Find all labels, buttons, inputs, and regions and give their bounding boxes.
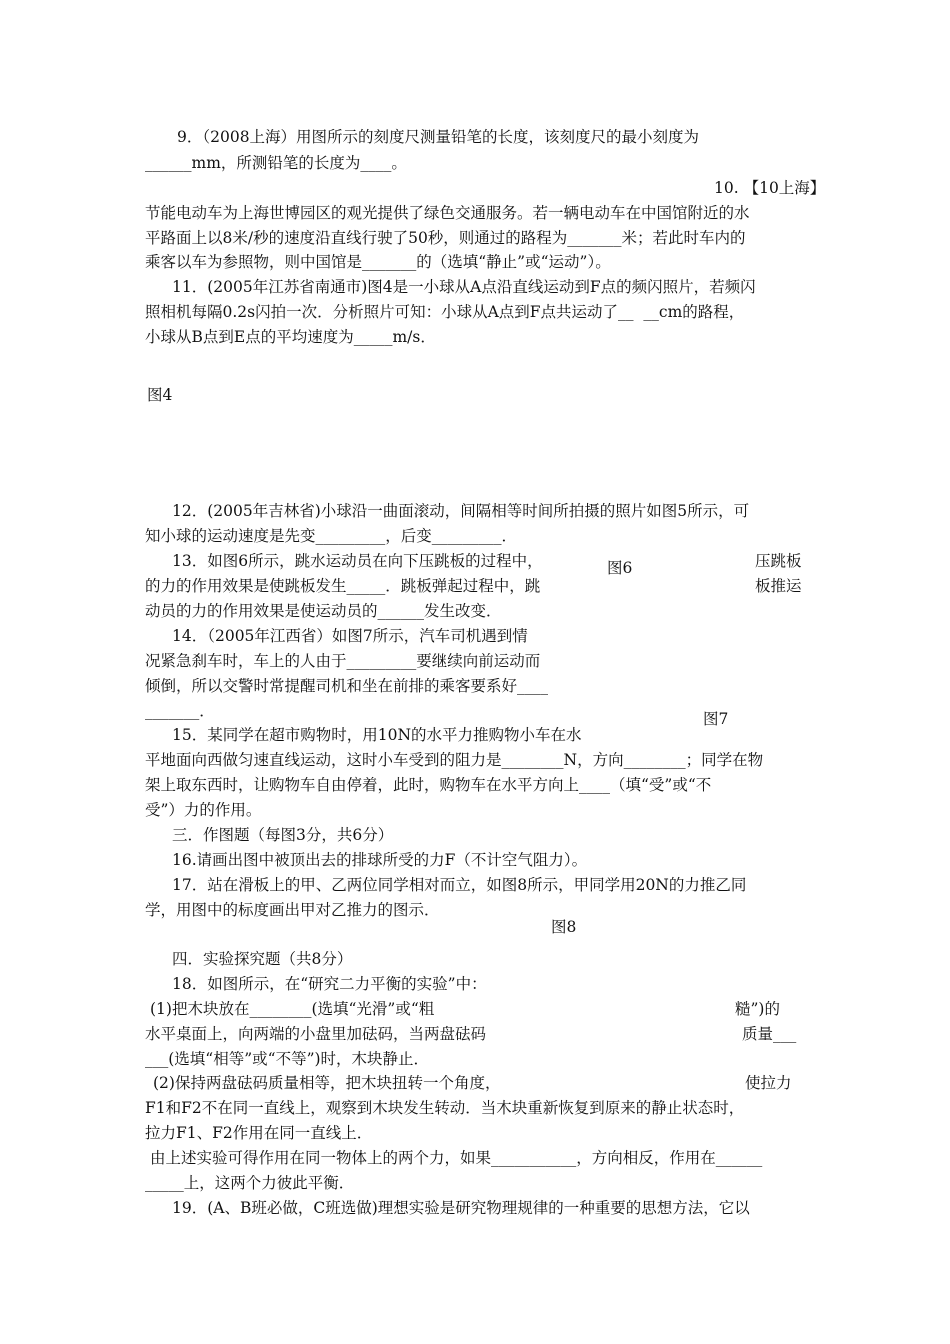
question-18-part-1-right-2: 质量___ <box>742 1025 797 1043</box>
question-18-part-2-line-3: 拉力F1、F2作用在同一直线上． <box>145 1124 373 1142</box>
section-4-heading: 四．实验探究题（共8分） <box>172 950 353 968</box>
figure-7-caption: 图7 <box>703 710 729 728</box>
question-17-line-1: 17．站在滑板上的甲、乙两位同学相对而立，如图8所示，甲同学用20N的力推乙同 <box>172 876 747 894</box>
question-11-line-3: 小球从B点到E点的平均速度为_____m/s． <box>145 328 436 346</box>
question-10-heading: 10. 【10上海】 <box>714 179 826 197</box>
question-15-line-4: 受”）力的作用。 <box>145 801 262 819</box>
question-10-line-1: 节能电动车为上海世博园区的观光提供了绿色交通服务。若一辆电动车在中国馆附近的水 <box>145 204 750 222</box>
question-18-part-1-line-2: 水平桌面上，向两端的小盘里加砝码，当两盘砝码 <box>145 1025 487 1043</box>
question-9-line-2: ______mm，所测铅笔的长度为____。 <box>145 154 407 172</box>
question-16: 16.请画出图中被顶出去的排球所受的力F（不计空气阻力）。 <box>172 851 588 869</box>
question-14-line-1: 14．（2005年江西省）如图7所示，汽车司机遇到情 <box>172 627 528 645</box>
question-12-line-1: 12．(2005年吉林省)小球沿一曲面滚动，间隔相等时间所拍摄的照片如图5所示，可 <box>172 502 750 520</box>
question-18-line-1: 18．如图所示，在“研究二力平衡的实验”中： <box>172 975 487 993</box>
question-15-line-3: 架上取东西时，让购物车自由停着，此时，购物车在水平方向上____（填“受”或“不 <box>145 776 712 794</box>
figure-4-caption: 图4 <box>147 386 173 404</box>
question-18-conclusion-line-1: 由上述实验可得作用在同一物体上的两个力，如果___________，方向相反，作用在______ <box>150 1149 763 1167</box>
question-10-line-3: 乘客以车为参照物，则中国馆是_______的（选填“静止”或“运动”）。 <box>145 253 611 271</box>
question-13-line-2: 的力的作用效果是使跳板发生_____．跳板弹起过程中，跳 <box>145 577 541 595</box>
question-13-line-3: 动员的力的作用效果是使运动员的______发生改变． <box>145 602 502 620</box>
question-11-line-2: 照相机每隔0.2s闪拍一次．分析照片可知：小球从A点到F点共运动了__ __cm的路程， <box>145 303 745 321</box>
question-9-line-1: 9．（2008上海）用图所示的刻度尺测量铅笔的长度，该刻度尺的最小刻度为 <box>177 128 700 146</box>
question-18-part-2-line-2: F1和F2不在同一直线上，观察到木块发生转动．当木块重新恢复到原来的静止状态时， <box>145 1099 745 1117</box>
question-15-line-1: 15．某同学在超市购物时，用10N的水平力推购物小车在水 <box>172 726 582 744</box>
question-18-part-1-right-1: 糙”)的 <box>735 1000 780 1018</box>
question-13-line-1: 13．如图6所示，跳水运动员在向下压跳板的过程中， <box>172 552 543 570</box>
question-18-part-2-right: 使拉力 <box>745 1074 792 1092</box>
section-3-heading: 三．作图题（每图3分，共6分） <box>172 826 394 844</box>
question-18-part-1-line-3: ___(选填“相等”或“不等”)时，木块静止． <box>145 1050 430 1068</box>
question-13-right-2: 板推运 <box>755 577 802 595</box>
question-13-right-1: 压跳板 <box>755 552 802 570</box>
figure-8-caption: 图8 <box>551 918 577 936</box>
question-19-line-1: 19．(A、B班必做，C班选做)理想实验是研究物理规律的一种重要的思想方法，它以 <box>172 1199 750 1217</box>
question-18-conclusion-line-2: _____上，这两个力彼此平衡． <box>145 1174 355 1192</box>
question-15-line-2: 平地面向西做匀速直线运动，这时小车受到的阻力是________N，方向________；同学在物 <box>145 751 764 769</box>
question-11-line-1: 11．(2005年江苏省南通市)图4是一小球从A点沿直线运动到F点的频闪照片，若频闪 <box>172 278 756 296</box>
question-18-part-2-line-1: (2)保持两盘砝码质量相等，把木块扭转一个角度， <box>153 1074 501 1092</box>
question-14-line-3: 倾倒，所以交警时常提醒司机和坐在前排的乘客要系好____ <box>145 677 549 695</box>
figure-6-caption: 图6 <box>607 559 633 577</box>
question-14-line-2: 况紧急刹车时，车上的人由于_________要继续向前运动而 <box>145 652 541 670</box>
question-10-line-2: 平路面上以8米/秒的速度沿直线行驶了50秒，则通过的路程为_______米；若此时车内的 <box>145 229 746 247</box>
question-18-part-1-line-1: (1)把木块放在________(选填“光滑”或“粗 <box>150 1000 435 1018</box>
question-17-line-2: 学，用图中的标度画出甲对乙推力的图示． <box>145 901 440 919</box>
question-12-line-2: 知小球的运动速度是先变_________，后变_________． <box>145 527 518 545</box>
question-14-line-4: _______． <box>145 702 215 720</box>
